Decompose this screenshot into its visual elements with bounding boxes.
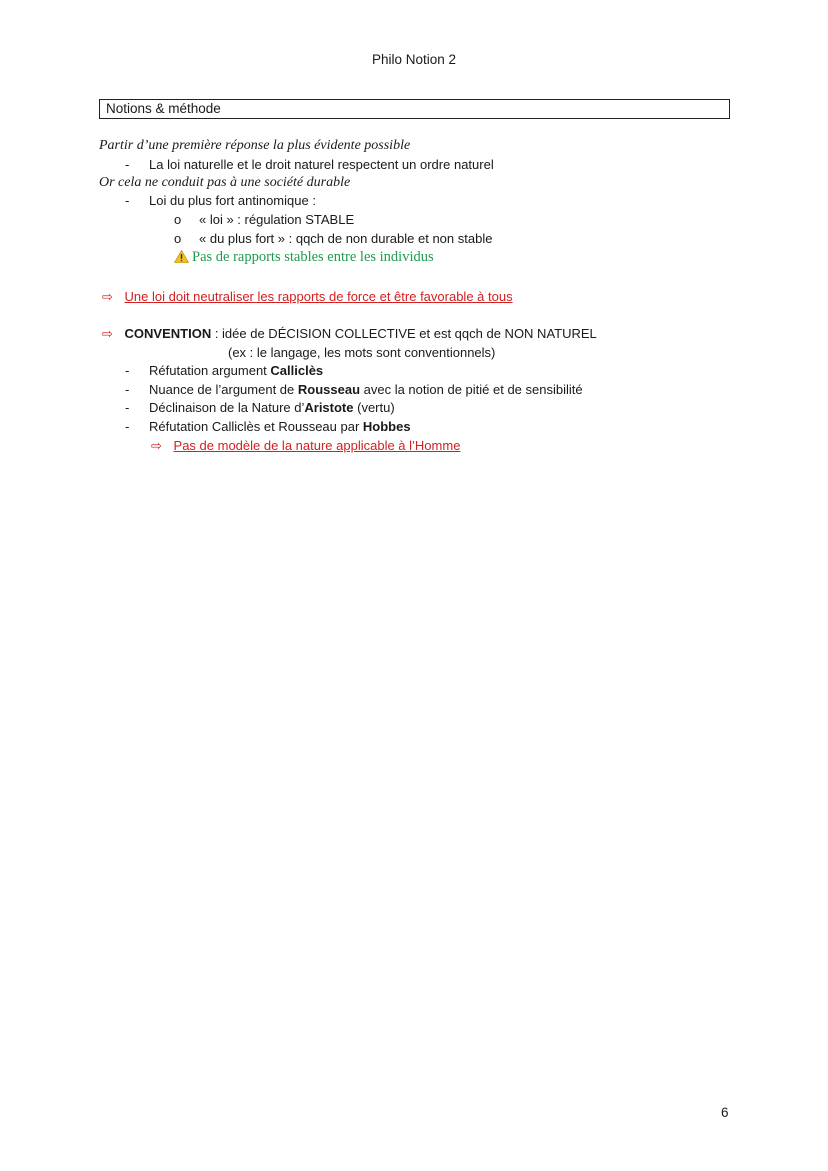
author-callicles: Calliclès [270, 363, 324, 378]
dash-marker: - [125, 400, 130, 415]
final-conclusion [151, 437, 460, 455]
dash-marker: - [125, 157, 130, 172]
circle-bullet: o [174, 231, 182, 246]
dash-marker: - [125, 419, 130, 434]
final-conclusion-text: Pas de modèle de la nature applicable à l’Homme [173, 438, 461, 453]
list-item: Déclinaison de la Nature d’Aristote (vertu) [149, 400, 395, 415]
arrow-right-icon: ⇨ [102, 289, 113, 304]
list-item: Nuance de l’argument de Rousseau avec la notion de pitié et de sensibilité [149, 382, 583, 397]
intro-line: Partir d’une première réponse la plus évidente possible [99, 138, 411, 153]
warning-text: Pas de rapports stables entre les individus [192, 249, 434, 265]
page-number: 6 [721, 1105, 729, 1120]
list-item: Réfutation Calliclès et Rousseau par Hobbes [149, 419, 411, 434]
warning-note [174, 248, 434, 268]
dash-marker: - [125, 193, 130, 208]
author-rousseau: Rousseau [297, 382, 361, 397]
circle-bullet: o [174, 212, 182, 227]
list-item: Réfutation argument Calliclès [149, 363, 324, 378]
conclusion-line [102, 288, 513, 306]
arrow-right-icon: ⇨ [102, 326, 113, 341]
sub-list-item: « loi » : régulation STABLE [199, 212, 355, 227]
section-heading: Notions & méthode [99, 99, 730, 119]
arrow-right-icon: ⇨ [151, 438, 162, 453]
convention-example: (ex : le langage, les mots sont conventionnels) [228, 345, 496, 360]
dash-marker: - [125, 382, 130, 397]
author-aristote: Aristote [304, 400, 354, 415]
convention-term: CONVENTION [124, 326, 212, 341]
sub-list-item: « du plus fort » : qqch de non durable et non stable [199, 231, 493, 246]
convention-line [102, 325, 597, 343]
author-hobbes: Hobbes [362, 419, 411, 434]
convention-definition: : idée de DÉCISION COLLECTIVE et est qqch de NON NATUREL [211, 326, 597, 341]
page-title: Philo Notion 2 [371, 52, 457, 67]
list-item: Loi du plus fort antinomique : [149, 193, 316, 208]
list-item: La loi naturelle et le droit naturel respectent un ordre naturel [149, 157, 494, 172]
transition-line: Or cela ne conduit pas à une société durable [99, 175, 351, 190]
dash-marker: - [125, 363, 130, 378]
conclusion-text: Une loi doit neutraliser les rapports de force et être favorable à tous [124, 289, 513, 304]
warning-icon [174, 250, 189, 268]
